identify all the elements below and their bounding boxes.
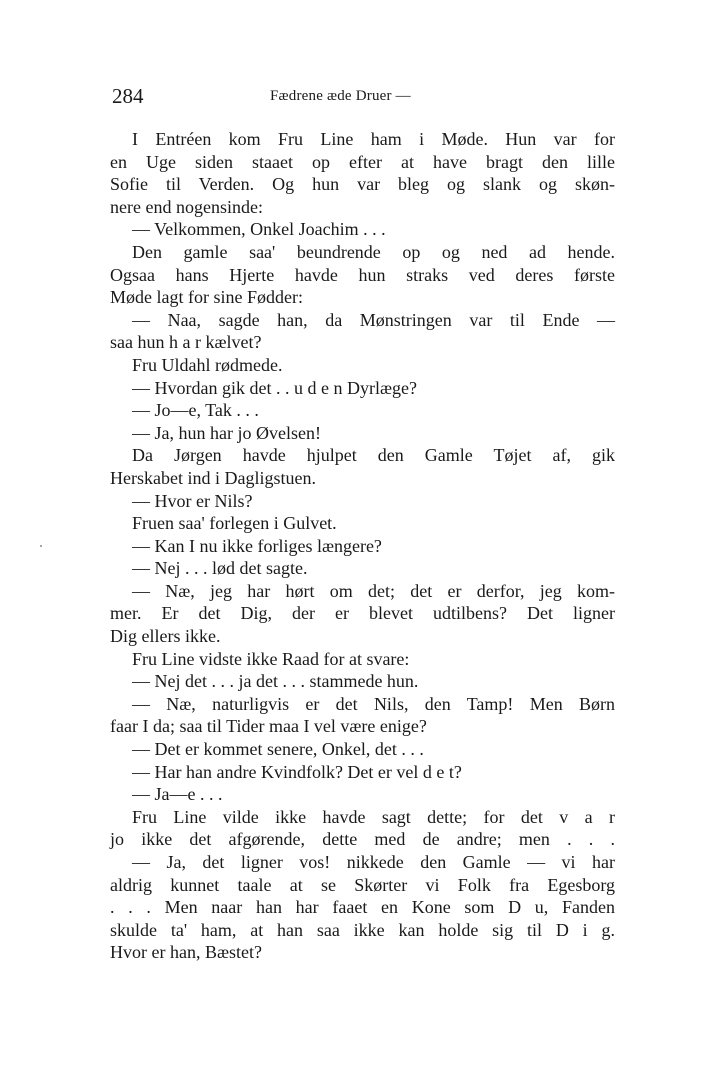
text-line: — Nej . . . lød det sagte. (132, 558, 308, 579)
body-text (110, 128, 615, 964)
text-line: Ogsaa hans Hjerte havde hun straks ved deres første (110, 264, 615, 285)
text-line: en Uge siden staaet op efter at have bragt den lille (110, 151, 615, 172)
text-line: skulde ta' ham, at han saa ikke kan holde sig til D i g. (110, 919, 615, 940)
text-line: nere end nogensinde: (110, 196, 263, 217)
text-line: — Det er kommet senere, Onkel, det . . . (132, 739, 424, 760)
text-line: — Nej det . . . ja det . . . stammede hun. (132, 671, 419, 692)
text-line: Sofie til Verden. Og hun var bleg og slank og skøn- (110, 174, 615, 195)
text-line: mer. Er det Dig, der er blevet udtilbens? Det ligner (110, 603, 615, 624)
text-line: — Jo—e, Tak . . . (132, 400, 259, 421)
text-line: Fru Line vidste ikke Raad for at svare: (132, 648, 410, 669)
text-line: Da Jørgen havde hjulpet den Gamle Tøjet af, gik (132, 445, 615, 466)
text-line: jo ikke det afgørende, dette med de andre; men . . . (110, 829, 615, 850)
text-line: — Naa, sagde han, da Mønstringen var til Ende — (132, 309, 615, 330)
running-title: Fædrene æde Druer — (270, 88, 411, 104)
text-line: — Næ, jeg har hørt om det; det er derfor, jeg kom- (132, 580, 615, 601)
text-line: — Næ, naturligvis er det Nils, den Tamp! Men Børn (132, 693, 615, 714)
text-line: — Hvor er Nils? (132, 490, 253, 511)
text-line: saa hun h a r kælvet? (110, 332, 262, 353)
text-line: — Ja, det ligner vos! nikkede den Gamle — vi har (132, 852, 615, 872)
text-line: — Har han andre Kvindfolk? Det er vel d e t? (132, 761, 462, 782)
text-line: I Entréen kom Fru Line ham i Møde. Hun var for (132, 129, 615, 149)
text-line: — Ja—e . . . (132, 784, 223, 805)
text-line: Dig ellers ikke. (110, 626, 221, 647)
text-line: Fruen saa' forlegen i Gulvet. (132, 513, 337, 534)
text-line: — Velkommen, Onkel Joachim . . . (132, 219, 386, 240)
text-line: Hvor er han, Bæstet? (110, 942, 262, 963)
text-line: faar I da; saa til Tider maa I vel være enige? (110, 716, 427, 737)
text-line: Fru Uldahl rødmede. (132, 354, 283, 375)
text-line: Den gamle saa' beundrende op og ned ad hende. (132, 241, 615, 262)
text-line: — Kan I nu ikke forliges længere? (132, 535, 382, 556)
text-line: — Hvordan gik det . . u d e n Dyrlæge? (132, 377, 417, 398)
text-line: aldrig kunnet taale at se Skørter vi Folk fra Egesborg (110, 874, 615, 895)
text-line: Fru Line vilde ikke havde sagt dette; for det v a r (132, 806, 615, 827)
text-line: — Ja, hun har jo Øvelsen! (132, 422, 321, 443)
page-header (112, 84, 612, 114)
text-line: Møde lagt for sine Fødder: (110, 287, 303, 308)
text-line: . . . Men naar han har faaet en Kone som D u, Fanden (110, 897, 615, 918)
text-line: Herskabet ind i Dagligstuen. (110, 467, 316, 488)
page-number: 284 (112, 84, 144, 108)
margin-speck (40, 545, 42, 547)
